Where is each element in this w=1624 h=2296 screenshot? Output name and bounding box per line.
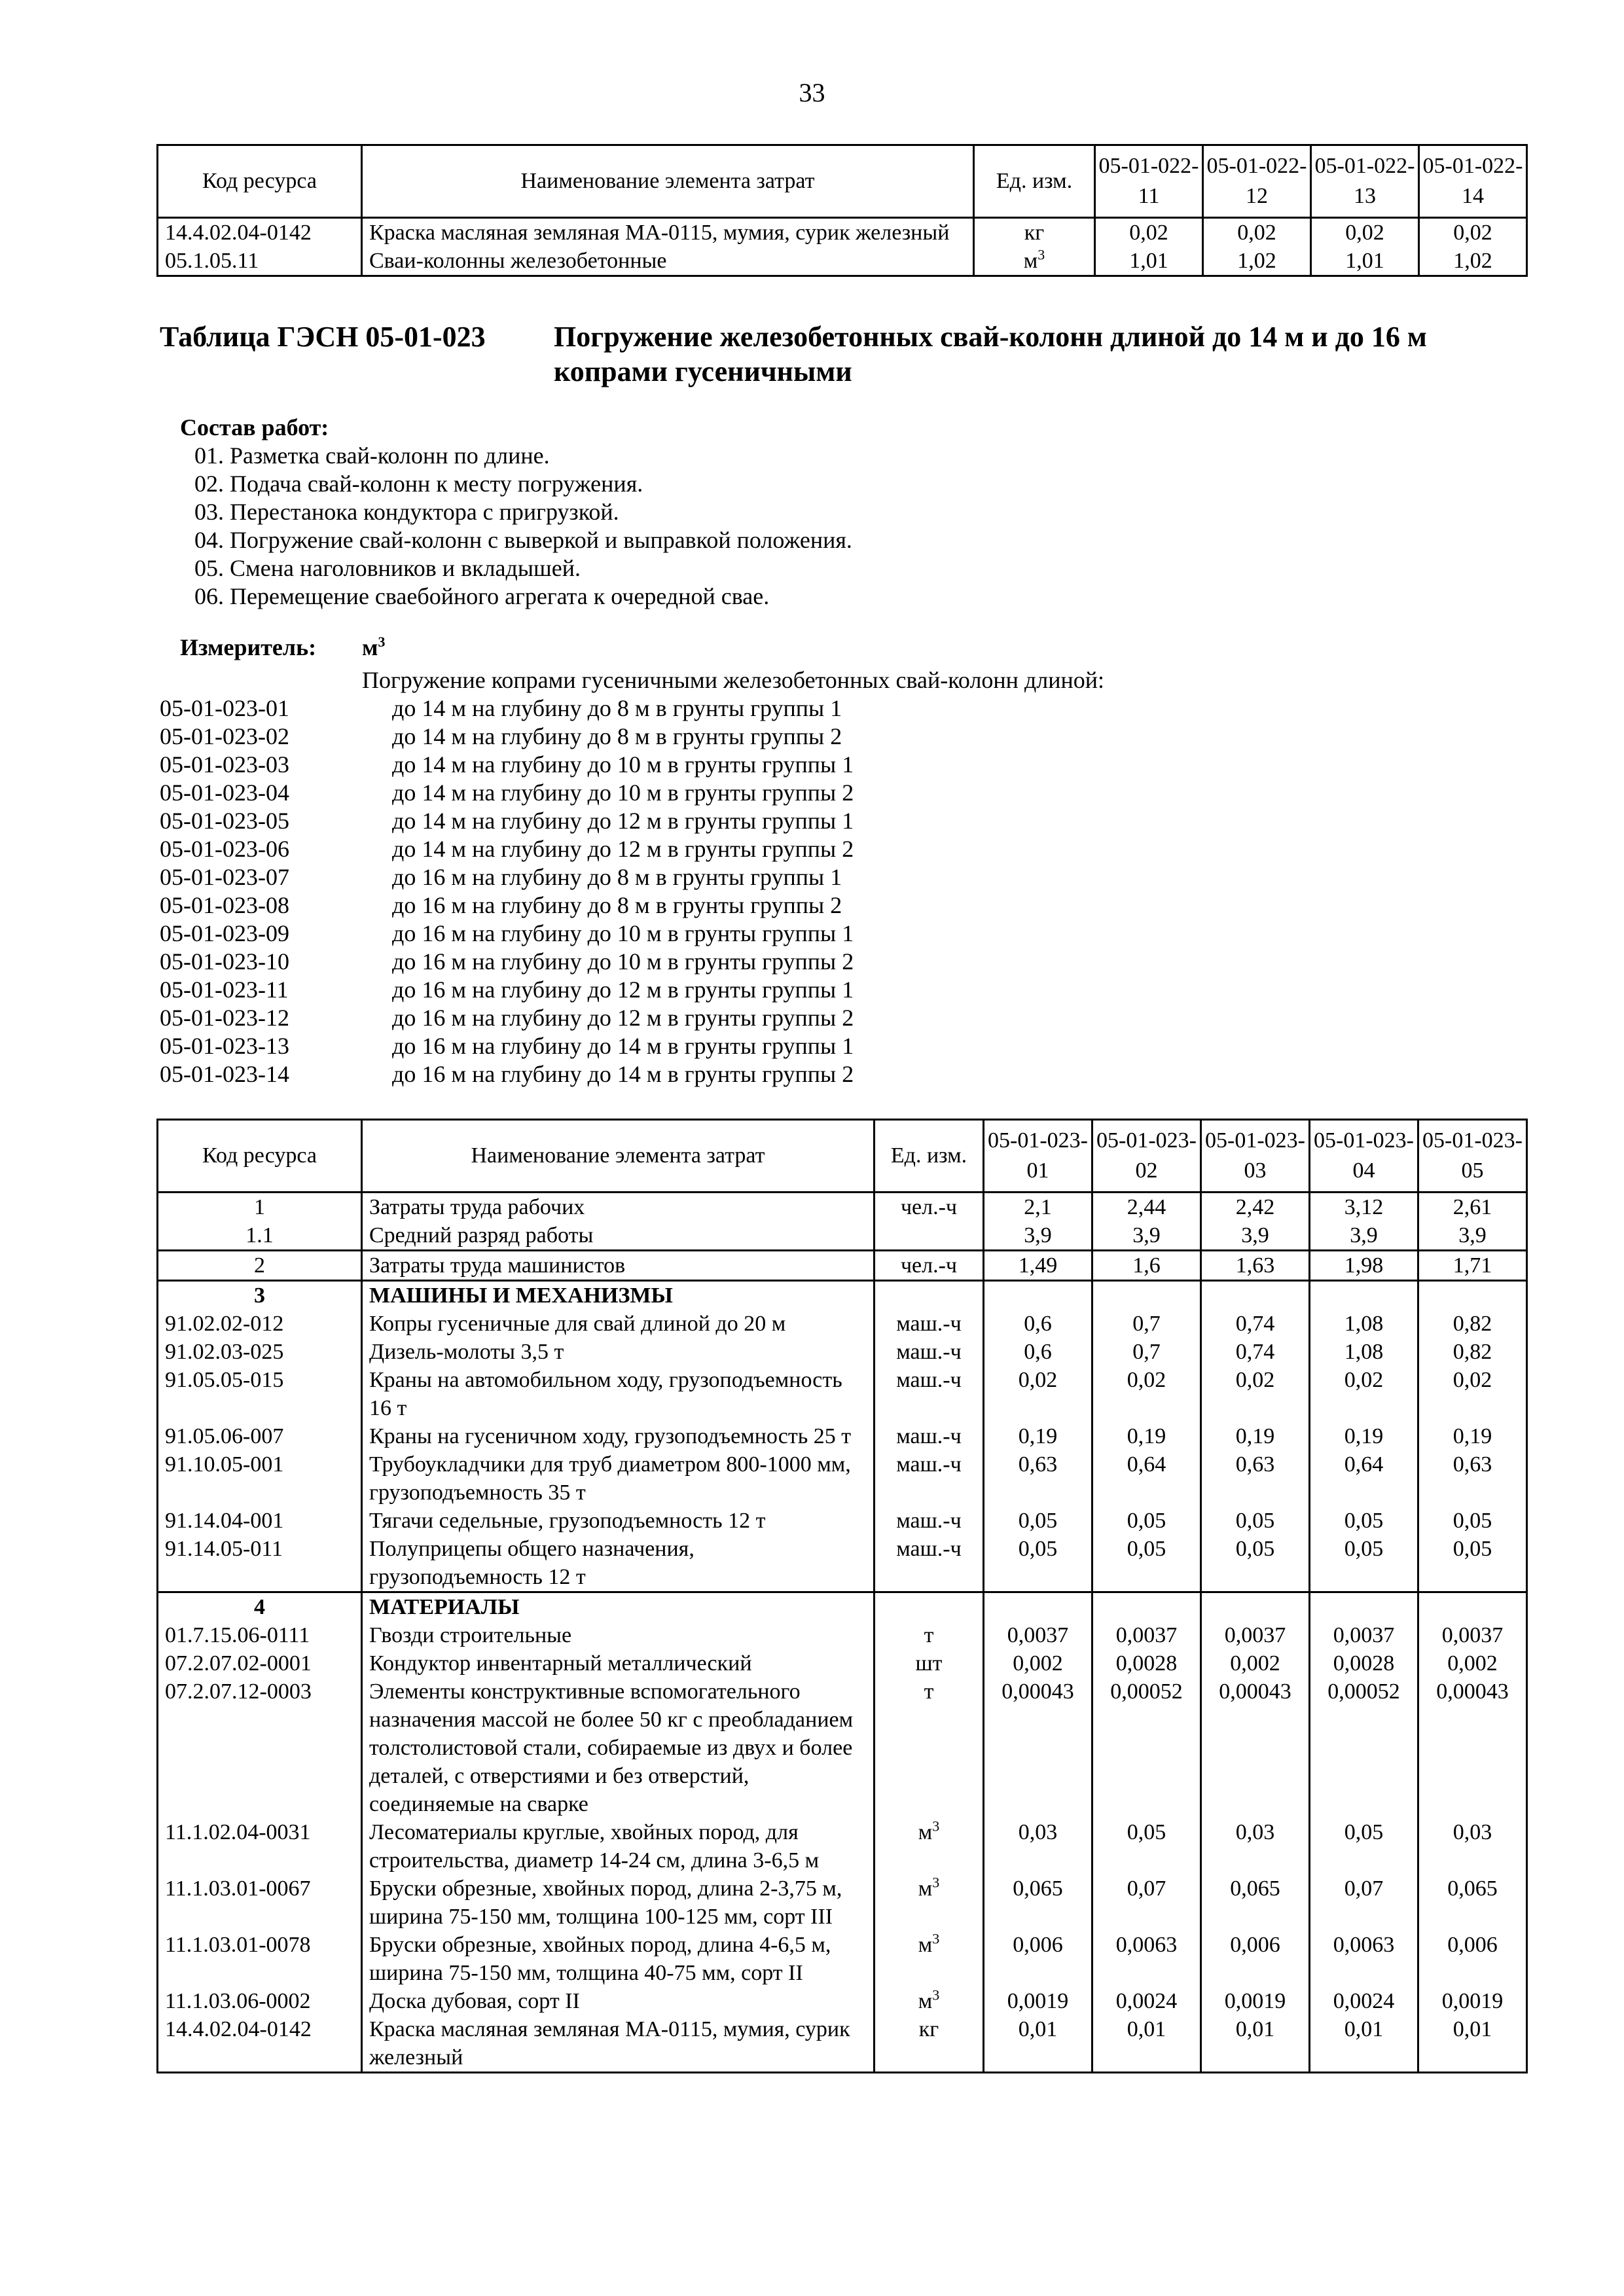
resource-code: 11.1.03.01-0067 (158, 1874, 362, 1931)
table-row (158, 1677, 1527, 1818)
resource-name: МАШИНЫ И МЕХАНИЗМЫ (362, 1281, 875, 1310)
value-cell: 0,006 (1418, 1931, 1527, 1987)
table-row (158, 1281, 1527, 1310)
resource-code: 01.7.15.06-0111 (158, 1621, 362, 1649)
value-cell: 2,61 (1418, 1193, 1527, 1222)
unit: маш.-ч (875, 1422, 984, 1450)
value-cell: 0,05 (1418, 1535, 1527, 1592)
variant-code: 05-01-023-11 (160, 977, 289, 1003)
value-cell (1418, 1592, 1527, 1622)
resource-name: Гвозди строительные (362, 1621, 875, 1649)
resource-name: Средний разряд работы (362, 1221, 875, 1251)
value-cell: 0,065 (1201, 1874, 1310, 1931)
variant-code: 05-01-023-13 (160, 1033, 289, 1059)
value-cell: 0,03 (1201, 1818, 1310, 1874)
unit (875, 1592, 984, 1622)
resource-name: Краны на автомобильном ходу, грузоподъемность 16 т (362, 1366, 875, 1422)
resource-code: 11.1.02.04-0031 (158, 1818, 362, 1874)
unit: маш.-ч (875, 1507, 984, 1535)
value-cell: 1,63 (1201, 1251, 1310, 1281)
variant-code: 05-01-023-14 (160, 1061, 289, 1087)
value-cell: 0,006 (1201, 1931, 1310, 1987)
value-cell: 0,00043 (1418, 1677, 1527, 1818)
resource-code: 91.10.05-001 (158, 1450, 362, 1507)
value-cell: 2,42 (1201, 1193, 1310, 1222)
value-cell: 0,0063 (1092, 1931, 1201, 1987)
value-cell: 0,02 (1201, 1366, 1310, 1422)
variant-code: 05-01-023-05 (160, 808, 289, 834)
value-cell: 1,71 (1418, 1251, 1527, 1281)
value-cell: 0,0028 (1310, 1649, 1418, 1677)
resource-code: 4 (158, 1592, 362, 1622)
table-code: Таблица ГЭСН 05-01-023 (160, 321, 486, 353)
table-header-row (158, 145, 1527, 218)
table-row (158, 1507, 1527, 1535)
variant-text: до 16 м на глубину до 14 м в грунты группы 2 (392, 1061, 854, 1087)
meter-label: Измеритель: (180, 634, 317, 660)
variant-text: до 16 м на глубину до 12 м в грунты группы 1 (392, 977, 854, 1003)
value-cell: 0,02 (1092, 1366, 1201, 1422)
work-operation: 04. Погружение свай-колонн с выверкой и выправкой положения. (194, 527, 852, 553)
resource-code: 1.1 (158, 1221, 362, 1251)
resource-name: Полуприцепы общего назначения, грузоподъемность 12 т (362, 1535, 875, 1592)
value-cell: 0,63 (1418, 1450, 1527, 1507)
resource-name: Элементы конструктивные вспомогательного назначения массой не более 50 кг с преобладанием толстолистовой стали, собираемые из двух и более деталей, с отверстиями и без отверстий, соединяемые на сварке (362, 1677, 875, 1818)
variant-text: до 14 м на глубину до 10 м в грунты группы 2 (392, 780, 854, 806)
value-cell: 3,9 (1092, 1221, 1201, 1251)
table-row (158, 1621, 1527, 1649)
resource-code: 14.4.02.04-0142 (158, 218, 362, 247)
table-title: Погружение железобетонных свай-колонн длиной до 14 м и до 16 м копрами гусеничными (554, 321, 1427, 387)
unit: маш.-ч (875, 1366, 984, 1422)
value-cell: 0,00052 (1092, 1677, 1201, 1818)
value-cell: 0,002 (984, 1649, 1092, 1677)
unit: $м^3$ (875, 1931, 984, 1987)
variant-text: до 16 м на глубину до 8 м в грунты группы 1 (392, 864, 842, 890)
value-cell: 1,6 (1092, 1251, 1201, 1281)
resource-name: Сваи-колонны железобетонные (362, 247, 974, 276)
variant-code: 05-01-023-02 (160, 723, 289, 749)
resource-code: 07.2.07.12-0003 (158, 1677, 362, 1818)
unit: т (875, 1621, 984, 1649)
table-header-row (158, 1120, 1527, 1193)
value-cell: 1,02 (1203, 247, 1311, 276)
resource-name: МАТЕРИАЛЫ (362, 1592, 875, 1622)
value-cell: 0,19 (1092, 1422, 1201, 1450)
resource-name: Кондуктор инвентарный металлический (362, 1649, 875, 1677)
resource-name: Дизель-молоты 3,5 т (362, 1338, 875, 1366)
code-header: Код ресурса (158, 1120, 362, 1193)
value-cell (984, 1281, 1092, 1310)
value-cell: 0,0037 (1092, 1621, 1201, 1649)
value-cell: 0,05 (1310, 1818, 1418, 1874)
unit: чел.-ч (875, 1251, 984, 1281)
column-header: 05-01-023-03 (1201, 1120, 1310, 1193)
variant-text: до 14 м на глубину до 12 м в грунты группы 1 (392, 808, 854, 834)
value-cell: 1,01 (1311, 247, 1419, 276)
top-resource-table (156, 144, 1528, 277)
resource-name: Трубоукладчики для труб диаметром 800-1000 мм, грузоподъемность 35 т (362, 1450, 875, 1507)
value-cell: 0,0019 (1418, 1987, 1527, 2015)
value-cell: 0,0037 (1201, 1621, 1310, 1649)
variant-item (160, 694, 1104, 723)
variant-text: до 14 м на глубину до 8 м в грунты группы 2 (392, 723, 842, 749)
value-cell: 3,9 (984, 1221, 1092, 1251)
table-row (158, 1931, 1527, 1987)
unit: $м^3$ (875, 1874, 984, 1931)
resource-name: Доска дубовая, сорт II (362, 1987, 875, 2015)
value-cell: 2,1 (984, 1193, 1092, 1222)
value-cell: 0,02 (1419, 218, 1527, 247)
value-cell: 0,00043 (1201, 1677, 1310, 1818)
table-row (158, 1338, 1527, 1366)
table-row (158, 1193, 1527, 1222)
value-cell (984, 1592, 1092, 1622)
value-cell: 0,63 (984, 1450, 1092, 1507)
value-cell: 0,05 (1418, 1507, 1527, 1535)
resource-code: 91.14.04-001 (158, 1507, 362, 1535)
variant-text: до 14 м на глубину до 8 м в грунты группы 1 (392, 695, 842, 721)
value-cell: 0,0024 (1310, 1987, 1418, 2015)
resource-code: 91.05.06-007 (158, 1422, 362, 1450)
unit: т (875, 1677, 984, 1818)
value-cell: 0,03 (1418, 1818, 1527, 1874)
resource-code: 11.1.03.06-0002 (158, 1987, 362, 2015)
value-cell: 0,0019 (1201, 1987, 1310, 2015)
value-cell: 0,01 (1092, 2015, 1201, 2073)
value-cell: 0,02 (1095, 218, 1203, 247)
value-cell: 0,19 (984, 1422, 1092, 1450)
value-cell: 0,74 (1201, 1338, 1310, 1366)
unit: чел.-ч (875, 1193, 984, 1222)
table-row (158, 1874, 1527, 1931)
value-cell: 0,19 (1418, 1422, 1527, 1450)
variant-item (160, 1060, 1104, 1088)
unit: маш.-ч (875, 1338, 984, 1366)
value-cell: 0,065 (1418, 1874, 1527, 1931)
variant-item (160, 807, 1104, 835)
variant-item (160, 751, 1104, 779)
variant-text: до 14 м на глубину до 12 м в грунты группы 2 (392, 836, 854, 862)
resource-code: 11.1.03.01-0078 (158, 1931, 362, 1987)
page-number: 33 (799, 78, 825, 107)
work-operation: 02. Подача свай-колонн к месту погружения. (194, 471, 643, 497)
variant-text: до 16 м на глубину до 12 м в грунты группы 2 (392, 1005, 854, 1031)
value-cell: 0,002 (1201, 1649, 1310, 1677)
value-cell: 0,01 (1310, 2015, 1418, 2073)
column-header: 05-01-023-05 (1418, 1120, 1527, 1193)
variant-item (160, 779, 1104, 807)
value-cell: 1,98 (1310, 1251, 1418, 1281)
name-header: Наименование элемента затрат (362, 1120, 875, 1193)
value-cell (1092, 1281, 1201, 1310)
table-row (158, 1450, 1527, 1507)
variant-code: 05-01-023-01 (160, 695, 289, 721)
value-cell: 0,07 (1092, 1874, 1201, 1931)
value-cell (1201, 1281, 1310, 1310)
value-cell: 0,00052 (1310, 1677, 1418, 1818)
value-cell: 0,065 (984, 1874, 1092, 1931)
value-cell: 0,03 (984, 1818, 1092, 1874)
unit: $м^3$ (974, 247, 1095, 276)
value-cell: 0,0063 (1310, 1931, 1418, 1987)
value-cell: 0,05 (1310, 1507, 1418, 1535)
variant-item (160, 920, 1104, 948)
work-composition (180, 414, 852, 611)
variant-text: до 16 м на глубину до 10 м в грунты группы 1 (392, 920, 854, 946)
value-cell: 0,02 (1203, 218, 1311, 247)
unit: шт (875, 1649, 984, 1677)
value-cell: 0,002 (1418, 1649, 1527, 1677)
table-row (158, 1251, 1527, 1281)
column-header: 05-01-022-11 (1095, 145, 1203, 218)
resource-name: Затраты труда машинистов (362, 1251, 875, 1281)
resource-name: Затраты труда рабочих (362, 1193, 875, 1222)
variant-item (160, 948, 1104, 976)
value-cell: 0,05 (984, 1507, 1092, 1535)
value-cell: 0,0037 (1310, 1621, 1418, 1649)
table-row (158, 2015, 1527, 2073)
value-cell: 0,19 (1310, 1422, 1418, 1450)
resource-code: 2 (158, 1251, 362, 1281)
column-header: 05-01-022-13 (1311, 145, 1419, 218)
unit: маш.-ч (875, 1450, 984, 1507)
unit: кг (974, 218, 1095, 247)
table-row (158, 1221, 1527, 1251)
value-cell (1310, 1281, 1418, 1310)
main-resource-table (156, 1119, 1528, 2073)
value-cell: 0,7 (1092, 1310, 1201, 1338)
resource-name: Бруски обрезные, хвойных пород, длина 4-6,5 м, ширина 75-150 мм, толщина 40-75 мм, сорт II (362, 1931, 875, 1987)
value-cell: 1,01 (1095, 247, 1203, 276)
value-cell: 1,08 (1310, 1338, 1418, 1366)
resource-name: Бруски обрезные, хвойных пород, длина 2-3,75 м, ширина 75-150 мм, толщина 100-125 мм, сорт III (362, 1874, 875, 1931)
value-cell (1092, 1592, 1201, 1622)
value-cell: 0,0028 (1092, 1649, 1201, 1677)
resource-code: 05.1.05.11 (158, 247, 362, 276)
resource-code: 1 (158, 1193, 362, 1222)
value-cell: 2,44 (1092, 1193, 1201, 1222)
resource-name: Лесоматериалы круглые, хвойных пород, для строительства, диаметр 14-24 см, длина 3-6,5 м (362, 1818, 875, 1874)
unit: маш.-ч (875, 1535, 984, 1592)
work-operation: 03. Перестанока кондуктора с пригрузкой. (194, 499, 619, 525)
resource-code: 91.02.03-025 (158, 1338, 362, 1366)
code-header: Код ресурса (158, 145, 362, 218)
value-cell: 0,0024 (1092, 1987, 1201, 2015)
value-cell: 0,01 (1201, 2015, 1310, 2073)
variant-item (160, 835, 1104, 863)
variant-text: до 14 м на глубину до 10 м в грунты группы 1 (392, 751, 854, 778)
value-cell: 0,02 (1310, 1366, 1418, 1422)
value-cell: 0,6 (984, 1338, 1092, 1366)
value-cell: 0,82 (1418, 1338, 1527, 1366)
unit: кг (875, 2015, 984, 2073)
value-cell: 0,006 (984, 1931, 1092, 1987)
value-cell: 3,9 (1418, 1221, 1527, 1251)
table-row (158, 1310, 1527, 1338)
value-cell: 0,0019 (984, 1987, 1092, 2015)
work-operation: 05. Смена наголовников и вкладышей. (194, 555, 581, 581)
unit: $м^3$ (875, 1987, 984, 2015)
value-cell: 3,9 (1310, 1221, 1418, 1251)
value-cell: 0,05 (1310, 1535, 1418, 1592)
resource-name: Тягачи седельные, грузоподъемность 12 т (362, 1507, 875, 1535)
resource-code: 14.4.02.04-0142 (158, 2015, 362, 2073)
variant-item (160, 723, 1104, 751)
variant-code: 05-01-023-04 (160, 780, 289, 806)
variant-text: до 16 м на глубину до 10 м в грунты группы 2 (392, 948, 854, 975)
unit (875, 1221, 984, 1251)
work-operation: 06. Перемещение сваебойного агрегата к очередной свае. (194, 583, 770, 609)
variant-code: 05-01-023-12 (160, 1005, 289, 1031)
variant-item (160, 891, 1104, 920)
resource-name: Краска масляная земляная МА-0115, мумия, сурик железный (362, 2015, 875, 2073)
unit-header: Ед. изм. (974, 145, 1095, 218)
value-cell: 0,74 (1201, 1310, 1310, 1338)
table-row (158, 1592, 1527, 1622)
unit (875, 1281, 984, 1310)
variant-item (160, 1004, 1104, 1032)
variant-code: 05-01-023-06 (160, 836, 289, 862)
value-cell: 0,0037 (984, 1621, 1092, 1649)
table-row (158, 218, 1527, 247)
value-cell: 0,7 (1092, 1338, 1201, 1366)
meter-unit: $м^3$ (362, 634, 386, 660)
unit: $м^3$ (875, 1818, 984, 1874)
value-cell: 0,6 (984, 1310, 1092, 1338)
variant-item (160, 976, 1104, 1004)
value-cell: 0,64 (1310, 1450, 1418, 1507)
value-cell: 0,19 (1201, 1422, 1310, 1450)
value-cell: 3,9 (1201, 1221, 1310, 1251)
value-cell (1310, 1592, 1418, 1622)
table-row (158, 1649, 1527, 1677)
variant-item (160, 1032, 1104, 1060)
work-operation: 01. Разметка свай-колонн по длине. (194, 442, 550, 469)
column-header: 05-01-022-14 (1419, 145, 1527, 218)
value-cell: 1,02 (1419, 247, 1527, 276)
value-cell: 0,02 (1311, 218, 1419, 247)
value-cell: 0,05 (1201, 1535, 1310, 1592)
value-cell: 1,08 (1310, 1310, 1418, 1338)
table-row (158, 247, 1527, 276)
value-cell: 0,05 (1092, 1535, 1201, 1592)
table-row (158, 1422, 1527, 1450)
resource-code: 07.2.07.02-0001 (158, 1649, 362, 1677)
table-row (158, 1987, 1527, 2015)
table-row (158, 1818, 1527, 1874)
table-row (158, 1535, 1527, 1592)
value-cell: 0,07 (1310, 1874, 1418, 1931)
value-cell: 0,05 (1092, 1507, 1201, 1535)
value-cell (1201, 1592, 1310, 1622)
value-cell: 3,12 (1310, 1193, 1418, 1222)
value-cell: 0,05 (984, 1535, 1092, 1592)
variant-code: 05-01-023-09 (160, 920, 289, 946)
column-header: 05-01-023-02 (1092, 1120, 1201, 1193)
table-row (158, 1366, 1527, 1422)
variant-code: 05-01-023-08 (160, 892, 289, 918)
variant-text: до 16 м на глубину до 8 м в грунты группы 2 (392, 892, 842, 918)
value-cell: 0,02 (984, 1366, 1092, 1422)
resource-code: 3 (158, 1281, 362, 1310)
value-cell: 1,49 (984, 1251, 1092, 1281)
variant-code: 05-01-023-07 (160, 864, 289, 890)
column-header: 05-01-023-01 (984, 1120, 1092, 1193)
variants-list (160, 666, 1104, 1088)
column-header: 05-01-023-04 (1310, 1120, 1418, 1193)
value-cell: 0,02 (1418, 1366, 1527, 1422)
value-cell: 0,01 (984, 2015, 1092, 2073)
resource-name: Копры гусеничные для свай длиной до 20 м (362, 1310, 875, 1338)
variant-text: до 16 м на глубину до 14 м в грунты группы 1 (392, 1033, 854, 1059)
value-cell: 0,82 (1418, 1310, 1527, 1338)
value-cell: 0,00043 (984, 1677, 1092, 1818)
value-cell: 0,63 (1201, 1450, 1310, 1507)
variant-code: 05-01-023-03 (160, 751, 289, 778)
resource-name: Краны на гусеничном ходу, грузоподъемность 25 т (362, 1422, 875, 1450)
name-header: Наименование элемента затрат (362, 145, 974, 218)
value-cell (1418, 1281, 1527, 1310)
unit-header: Ед. изм. (875, 1120, 984, 1193)
resource-code: 91.14.05-011 (158, 1535, 362, 1592)
value-cell: 0,64 (1092, 1450, 1201, 1507)
value-cell: 0,0037 (1418, 1621, 1527, 1649)
resource-code: 91.02.02-012 (158, 1310, 362, 1338)
column-header: 05-01-022-12 (1203, 145, 1311, 218)
variants-intro: Погружение копрами гусеничными железобетонных свай-колонн длиной: (362, 667, 1105, 693)
unit: маш.-ч (875, 1310, 984, 1338)
variant-code: 05-01-023-10 (160, 948, 289, 975)
resource-code: 91.05.05-015 (158, 1366, 362, 1422)
resource-name: Краска масляная земляная МА-0115, мумия, сурик железный (362, 218, 974, 247)
value-cell: 0,05 (1092, 1818, 1201, 1874)
variant-item (160, 863, 1104, 891)
composition-heading: Состав работ: (180, 414, 329, 440)
value-cell: 0,01 (1418, 2015, 1527, 2073)
value-cell: 0,05 (1201, 1507, 1310, 1535)
